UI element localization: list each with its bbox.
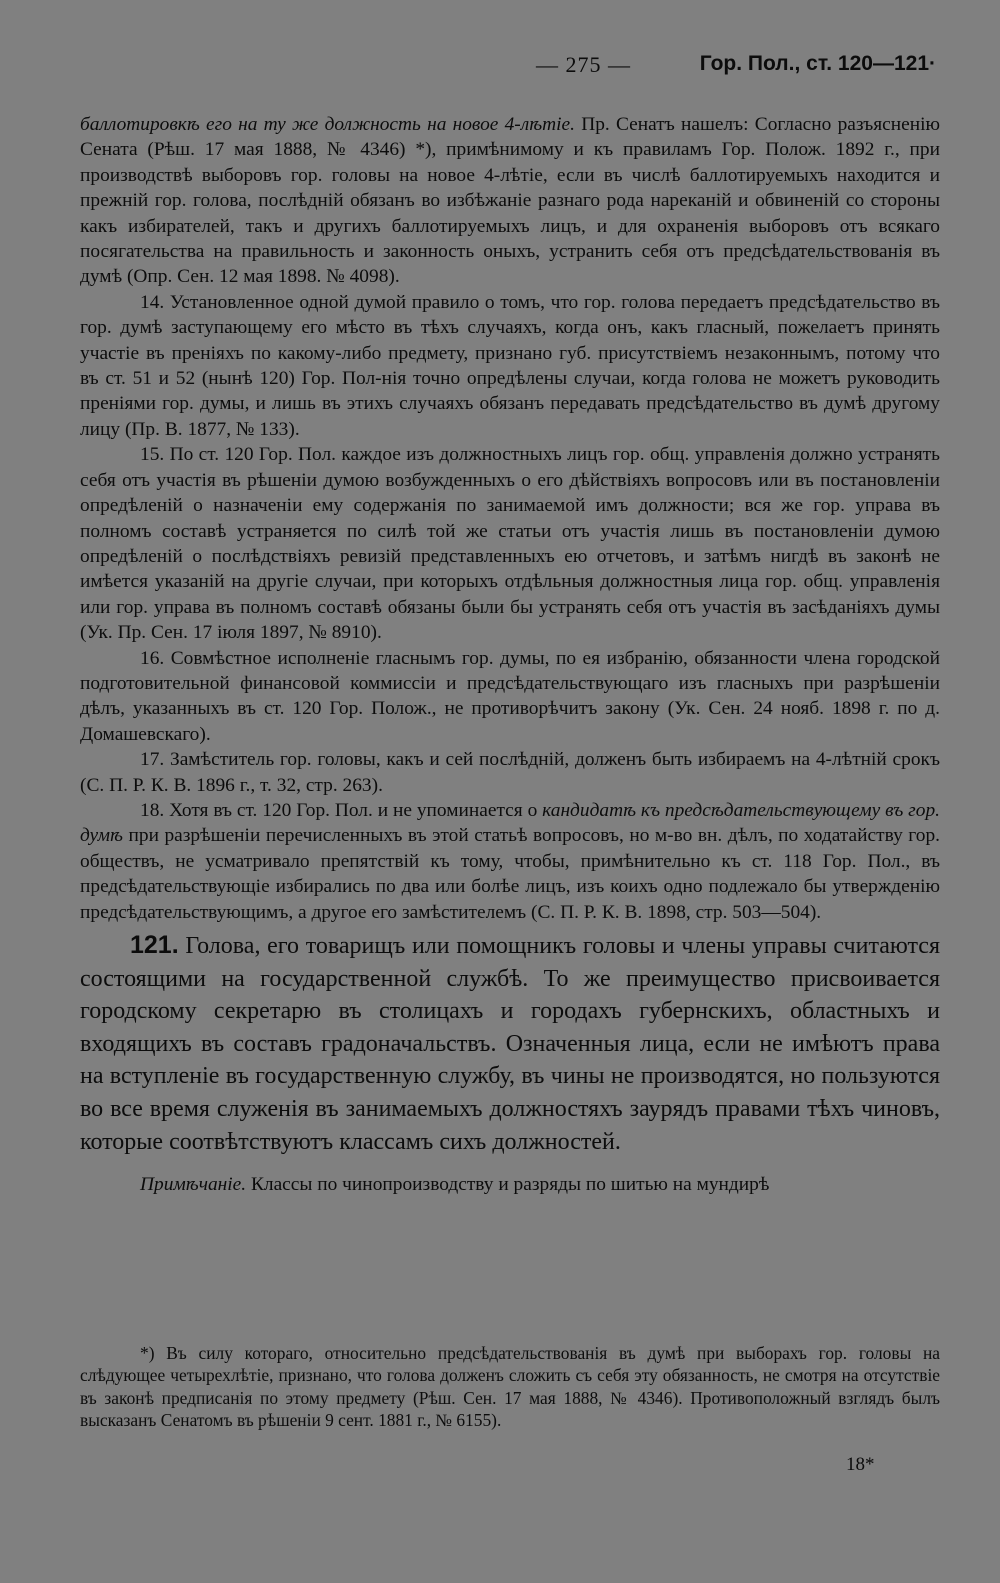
article-text: Голова, его товарищъ или помощникъ головы и члены управы считаются состоящими на государственной службѣ. То же преимущество присвоивается городскому секретарю въ столицахъ и городахъ губернскихъ, областныхъ и входящихъ въ составъ градоначальствъ. Означенныя лица, если не имѣютъ права на вступленіе въ государственную службу, въ чины не производятся, но пользуются во все время служенія въ занимаемыхъ должностяхъ заурядъ правами тѣхъ чиновъ, которые соотвѣтствуютъ классамъ сихъ должностей. (80, 933, 940, 1155)
article-121 (80, 929, 940, 1158)
page-header (80, 50, 940, 86)
signature-mark: 18* (846, 1454, 875, 1475)
page-body (80, 112, 940, 1198)
paragraph-text: 18. Хотя въ ст. 120 Гор. Пол. и не упоминается о (140, 799, 543, 821)
italic-phrase: кандидатѣ къ предсѣдательствующему въ гор. думѣ (80, 799, 940, 847)
article-number: 121. (130, 931, 179, 959)
note-text: Классы по чинопроизводству и разряды по шитью на мундирѣ (246, 1174, 770, 1196)
running-head: Гор. Пол., ст. 120—121· (699, 52, 936, 75)
footnote: *) Въ силу котораго, относительно предсѣдательствованія въ думѣ при выборахъ гор. головы на слѣдующее четырехлѣтіе, признано, что голова долженъ сложить съ себя эту обязанность, не смотря на отсутствіе въ законѣ предписанія по этому предмету (Рѣш. Сен. 17 мая 1888, № 4346). Противоположный взглядъ былъ высказанъ Сенатомъ въ рѣшеніи 9 сент. 1881 г., № 6155). (80, 1343, 940, 1431)
paragraph-text: при разрѣшеніи перечисленныхъ въ этой статьѣ вопросовъ, но м-во вн. дѣлъ, по ходатайству гор. обществъ, не усматривало препятствій къ тому, чтобы, примѣнительно къ ст. 118 Гор. Пол., въ предсѣдательствующіе избирались по два или болѣе лицъ, изъ коихъ одно подлежало бы утвержденію предсѣдательствующимъ, а другое его замѣстителемъ (С. П. Р. К. В. 1898, стр. 503—504). (80, 825, 940, 923)
footnote-divider (80, 1338, 940, 1339)
paragraph-15: 15. По ст. 120 Гор. Пол. каждое изъ должностныхъ лицъ гор. общ. управленія должно устранять себя отъ участія въ рѣшеніи думою возбужденныхъ о его дѣйствіяхъ вопросовъ или въ постановленіи опредѣленій о назначеніи ему содержанія по занимаемой имъ должности; вся же гор. управа въ полномъ составѣ устраняется по силѣ той же статьи отъ участія лишь въ постановленіи думою опредѣленій о послѣдствіяхъ ревизій представленныхъ ею отчетовъ, и затѣмъ нигдѣ въ законѣ не имѣется указаній на другіе случаи, при которыхъ отдѣльныя должностныя лица гор. общ. управленія или гор. управа въ полномъ составѣ обязаны были бы устранять себя отъ участія въ засѣданіяхъ думы (Ук. Пр. Сен. 17 іюля 1897, № 8910). (80, 444, 940, 644)
page-number: — 275 — (536, 52, 631, 77)
paragraph-text: Пр. Сенатъ нашелъ: Согласно разъясненію Сената (Рѣш. 17 мая 1888, № 4346) *), примѣнимому и къ правиламъ Гор. Полож. 1892 г., при производствѣ выборовъ гор. головы на новое 4-лѣтіе, если въ числѣ баллотируемыхъ находится и прежній гор. голова, послѣдній обязанъ во избѣжаніе разнаго рода нареканій и обвиненій со стороны какъ избирателей, такъ и другихъ баллотируемыхъ лицъ, и для охраненія выборовъ отъ всякаго посягательства на правильность и законность оныхъ, устранить себя отъ предсѣдательствованія въ думѣ (Опр. Сен. 12 мая 1898. № 4098). (80, 114, 940, 288)
article-note (80, 1172, 940, 1197)
paragraph-16: 16. Совмѣстное исполненіе гласнымъ гор. думы, по ея избранію, обязанности члена городской подготовительной финансовой коммиссіи и предсѣдательствующаго изъ гласныхъ при разрѣшеніи дѣлъ, указанныхъ въ ст. 120 Гор. Полож., не противорѣчитъ закону (Ук. Сен. 24 нояб. 1898 г. по д. Домашевскаго). (80, 647, 940, 745)
paragraph-13-continued (80, 112, 940, 290)
italic-phrase: баллотировкѣ его на ту же должность на новое 4-лѣтіе. (80, 114, 575, 135)
paragraph-18 (80, 798, 940, 925)
paragraph-17: 17. Замѣститель гор. головы, какъ и сей послѣдній, долженъ быть избираемъ на 4-лѣтній срокъ (С. П. Р. К. В. 1896 г., т. 32, стр. 263). (80, 749, 940, 796)
paragraph-14: 14. Установленное одной думой правило о томъ, что гор. голова передаетъ предсѣдательство въ гор. думѣ заступающему его мѣсто въ тѣхъ случаяхъ, когда онъ, какъ гласный, пожелаетъ принять участіе въ преніяхъ по какому-либо предмету, признано губ. присутствіемъ незаконнымъ, потому что въ ст. 51 и 52 (нынѣ 120) Гор. Пол-нія точно опредѣлены случаи, когда голова не можетъ руководить преніями гор. думы, и лишь въ этихъ случаяхъ обязанъ передавать предсѣдательство въ думѣ другому лицу (Пр. В. 1877, № 133). (80, 291, 940, 440)
note-label: Примѣчаніе. (140, 1174, 247, 1196)
